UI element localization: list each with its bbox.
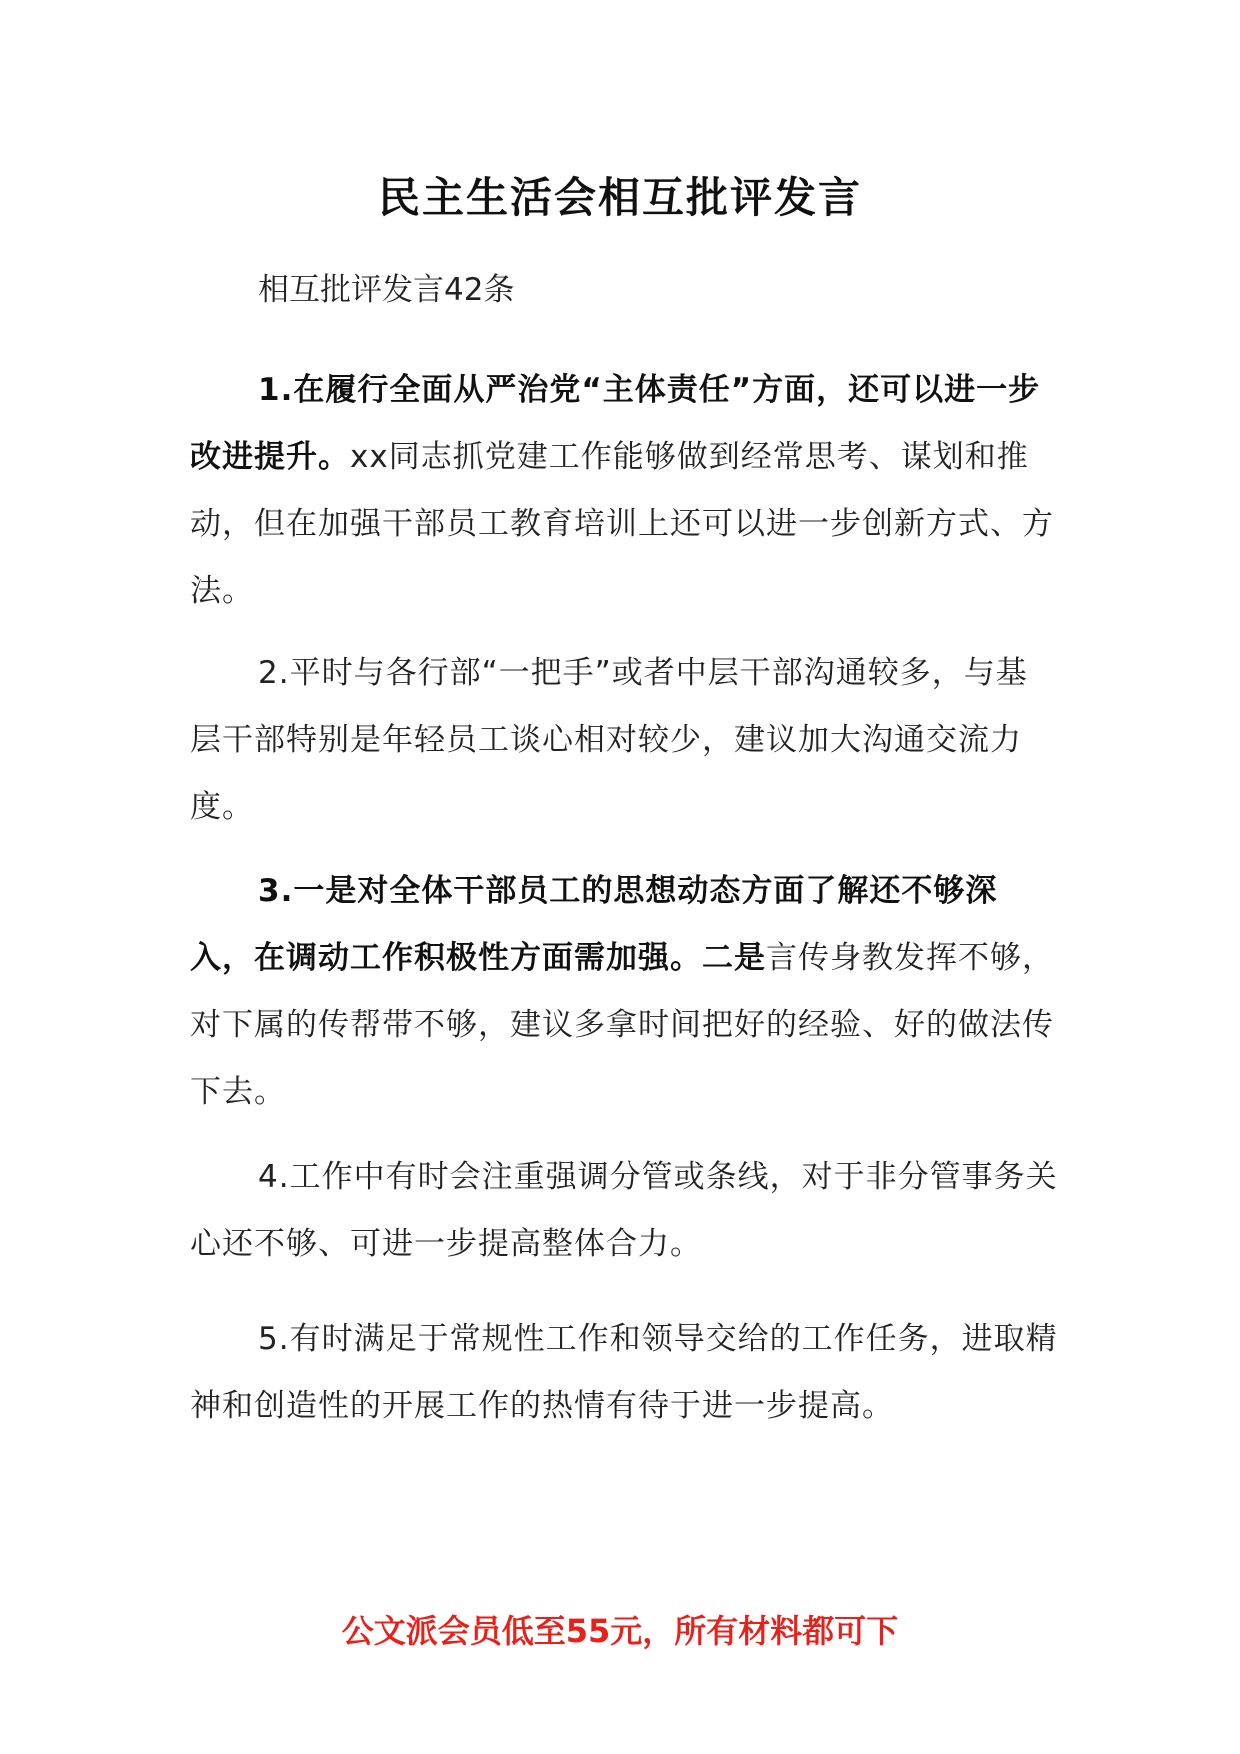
paragraph-1 — [190, 357, 1058, 625]
document-subtitle: 相互批评发言42条 — [258, 272, 515, 308]
paragraph-5-text: 5.有时满足于常规性工作和领导交给的工作任务，进取精神和创造性的开展工作的热情有待于进一步提高。 — [190, 1321, 1058, 1424]
paragraph-4 — [190, 1144, 1058, 1278]
paragraph-4-text: 4.工作中有时会注重强调分管或条线，对于非分管事务关心还不够、可进一步提高整体合力。 — [190, 1159, 1058, 1262]
paragraph-3-bold: 3.一是对全体干部员工的思想动态方面了解还不够深入，在调动工作积极性方面需加强。二是 — [190, 873, 998, 976]
paragraph-2 — [190, 640, 1058, 841]
paragraph-5 — [190, 1306, 1058, 1440]
document-title: 民主生活会相互批评发言 — [377, 173, 862, 222]
promo-footer: 公文派会员低至55元，所有材料都可下 — [341, 1612, 899, 1650]
paragraph-1-text: xx同志抓党建工作能够做到经常思考、谋划和推动，但在加强干部员工教育培训上还可以进一步创新方式、方法。 — [190, 439, 1054, 609]
paragraph-3-text: 言传身教发挥不够，对下属的传帮带不够，建议多拿时间把好的经验、好的做法传下去。 — [190, 940, 1054, 1110]
paragraph-2-text: 2.平时与各行部“一把手”或者中层干部沟通较多，与基层干部特别是年轻员工谈心相对较少，建议加大沟通交流力度。 — [190, 655, 1028, 825]
paragraph-1-bold: 1.在履行全面从严治党“主体责任”方面，还可以进一步改进提升。 — [190, 372, 1041, 475]
paragraph-3 — [190, 858, 1058, 1126]
